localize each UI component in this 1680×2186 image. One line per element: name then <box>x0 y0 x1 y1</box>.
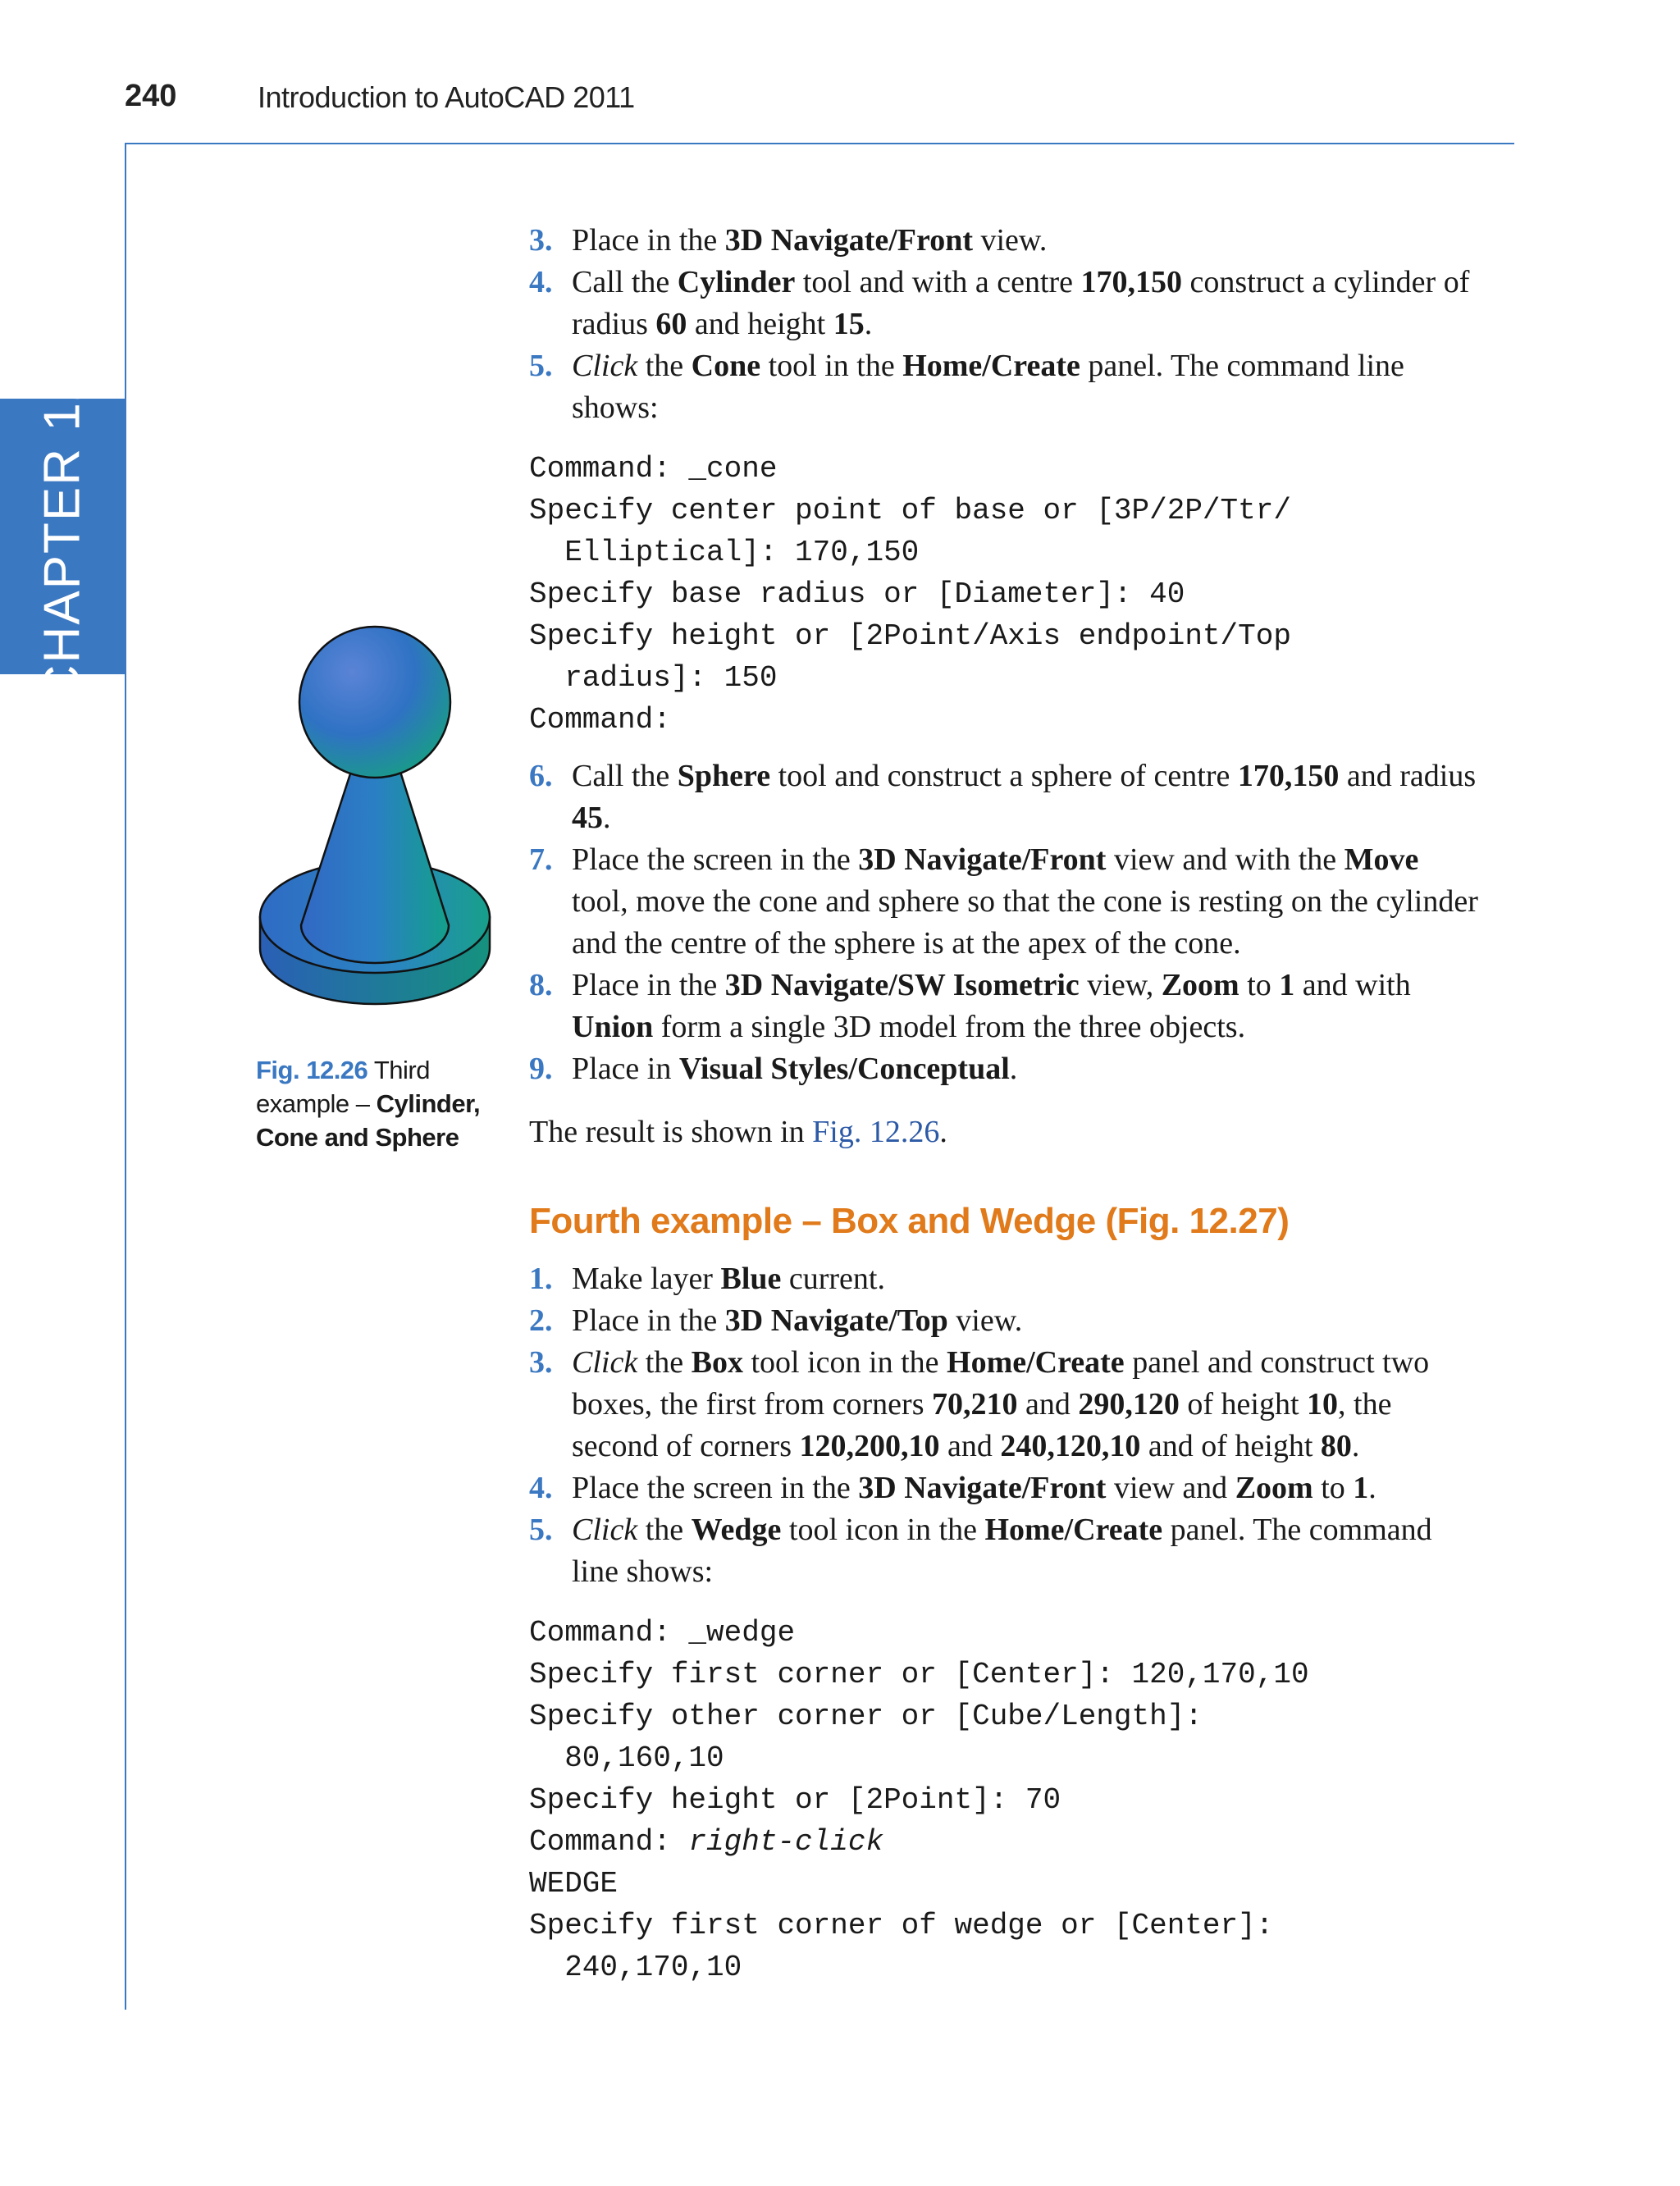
command-line-block-cone <box>529 448 1481 741</box>
step-item <box>529 839 1481 965</box>
step-number: 2. <box>529 1303 553 1338</box>
figure-12-26 <box>256 614 494 1037</box>
step-number: 6. <box>529 759 553 793</box>
step-item <box>529 220 1481 262</box>
caption-bold: Cylinder, Cone and Sphere <box>256 1089 481 1152</box>
command-line: WEDGE <box>529 1867 619 1901</box>
step-text: Call the Sphere tool and construct a sphere of centre 170,150 and radius 45. <box>572 759 1477 835</box>
step-item <box>529 1300 1481 1342</box>
command-line: Specify center point of base or [3P/2P/Ttr/ <box>529 494 1291 527</box>
header-rule <box>125 143 1514 144</box>
step-number: 4. <box>529 1471 553 1505</box>
step-item <box>529 1048 1481 1090</box>
step-item <box>529 1258 1481 1300</box>
command-line: 240,170,10 <box>529 1951 742 1984</box>
sphere <box>299 627 450 778</box>
cylinder-cone-sphere-illustration <box>256 614 494 1037</box>
command-line: Command: right-click <box>529 1825 884 1859</box>
step-text: Place in the 3D Navigate/SW Isometric view, Zoom to 1 and with Union form a single 3D model from the three objects. <box>572 968 1411 1044</box>
step-item <box>529 1467 1481 1509</box>
step-number: 5. <box>529 1513 553 1547</box>
figure-reference-link[interactable]: Fig. 12.26 <box>812 1115 940 1149</box>
caption-number: Fig. 12.26 <box>256 1056 368 1084</box>
command-line: Command: _cone <box>529 452 778 486</box>
command-line: Specify first corner or [Center]: 120,170,10 <box>529 1658 1309 1691</box>
step-number: 1. <box>529 1262 553 1296</box>
command-line: Specify height or [2Point]: 70 <box>529 1783 1061 1817</box>
section-figure-ref: (Fig. 12.27) <box>1105 1201 1290 1241</box>
step-number: 3. <box>529 223 553 258</box>
command-line: Command: _wedge <box>529 1616 796 1650</box>
steps-list-b <box>529 755 1481 1090</box>
chapter-tab <box>0 371 126 702</box>
command-line-block-wedge <box>529 1612 1481 1988</box>
book-title: Introduction to AutoCAD 2011 <box>258 80 635 114</box>
command-line: Elliptical]: 170,150 <box>529 536 920 569</box>
result-paragraph <box>529 1111 1481 1153</box>
step-item <box>529 755 1481 839</box>
chapter-label: CHAPTER 12 <box>34 371 91 702</box>
steps-list-c <box>529 1258 1481 1593</box>
step-text: Call the Cylinder tool and with a centre 170,150 construct a cylinder of radius 60 and height 15. <box>572 265 1470 341</box>
step-text: Place the screen in the 3D Navigate/Front view and Zoom to 1. <box>572 1471 1376 1505</box>
command-line: radius]: 150 <box>529 661 778 695</box>
running-header <box>125 79 1519 128</box>
figure-caption <box>256 1053 486 1154</box>
step-text: Click the Wedge tool icon in the Home/Create panel. The command line shows: <box>572 1513 1432 1589</box>
step-text: Place in the 3D Navigate/Front view. <box>572 223 1048 258</box>
step-number: 4. <box>529 265 553 299</box>
step-number: 7. <box>529 842 553 877</box>
caption-text: Third example – <box>256 1056 430 1118</box>
step-text: Click the Cone tool in the Home/Create panel. The command line shows: <box>572 349 1404 425</box>
step-text: Click the Box tool icon in the Home/Create panel and construct two boxes, the first from corners 70,210 and 290,120 of height 10, the second of corners 120,200,10 and 240,120,10 and of height 80. <box>572 1345 1430 1463</box>
command-line: Specify base radius or [Diameter]: 40 <box>529 577 1185 611</box>
step-item <box>529 262 1481 345</box>
step-item <box>529 1509 1481 1593</box>
result-end: . <box>939 1115 947 1149</box>
section-title: Fourth example – Box and Wedge <box>529 1201 1096 1241</box>
result-text: The result is shown in <box>529 1115 813 1149</box>
step-item <box>529 1342 1481 1467</box>
main-content <box>529 220 1481 2003</box>
step-number: 8. <box>529 968 553 1002</box>
command-line: Specify other corner or [Cube/Length]: <box>529 1700 1203 1733</box>
step-number: 3. <box>529 1345 553 1380</box>
command-line: 80,160,10 <box>529 1741 724 1775</box>
step-number: 5. <box>529 349 553 383</box>
step-text: Place in the 3D Navigate/Top view. <box>572 1303 1023 1338</box>
step-item <box>529 965 1481 1048</box>
command-line: Specify first corner of wedge or [Center]: <box>529 1909 1274 1942</box>
step-text: Place the screen in the 3D Navigate/Front view and with the Move tool, move the cone and sphere so that the cone is resting on the cylinder and the centre of the sphere is at the apex of the cone. <box>572 842 1478 961</box>
cone-body <box>301 761 449 963</box>
step-number: 9. <box>529 1052 553 1086</box>
command-line: Specify height or [2Point/Axis endpoint/Top <box>529 619 1291 653</box>
command-line: Command: <box>529 703 671 737</box>
step-text: Make layer Blue current. <box>572 1262 885 1296</box>
page-number: 240 <box>125 79 177 113</box>
section-heading <box>529 1201 1481 1242</box>
steps-list-a <box>529 220 1481 429</box>
step-text: Place in Visual Styles/Conceptual. <box>572 1052 1018 1086</box>
step-item <box>529 345 1481 429</box>
